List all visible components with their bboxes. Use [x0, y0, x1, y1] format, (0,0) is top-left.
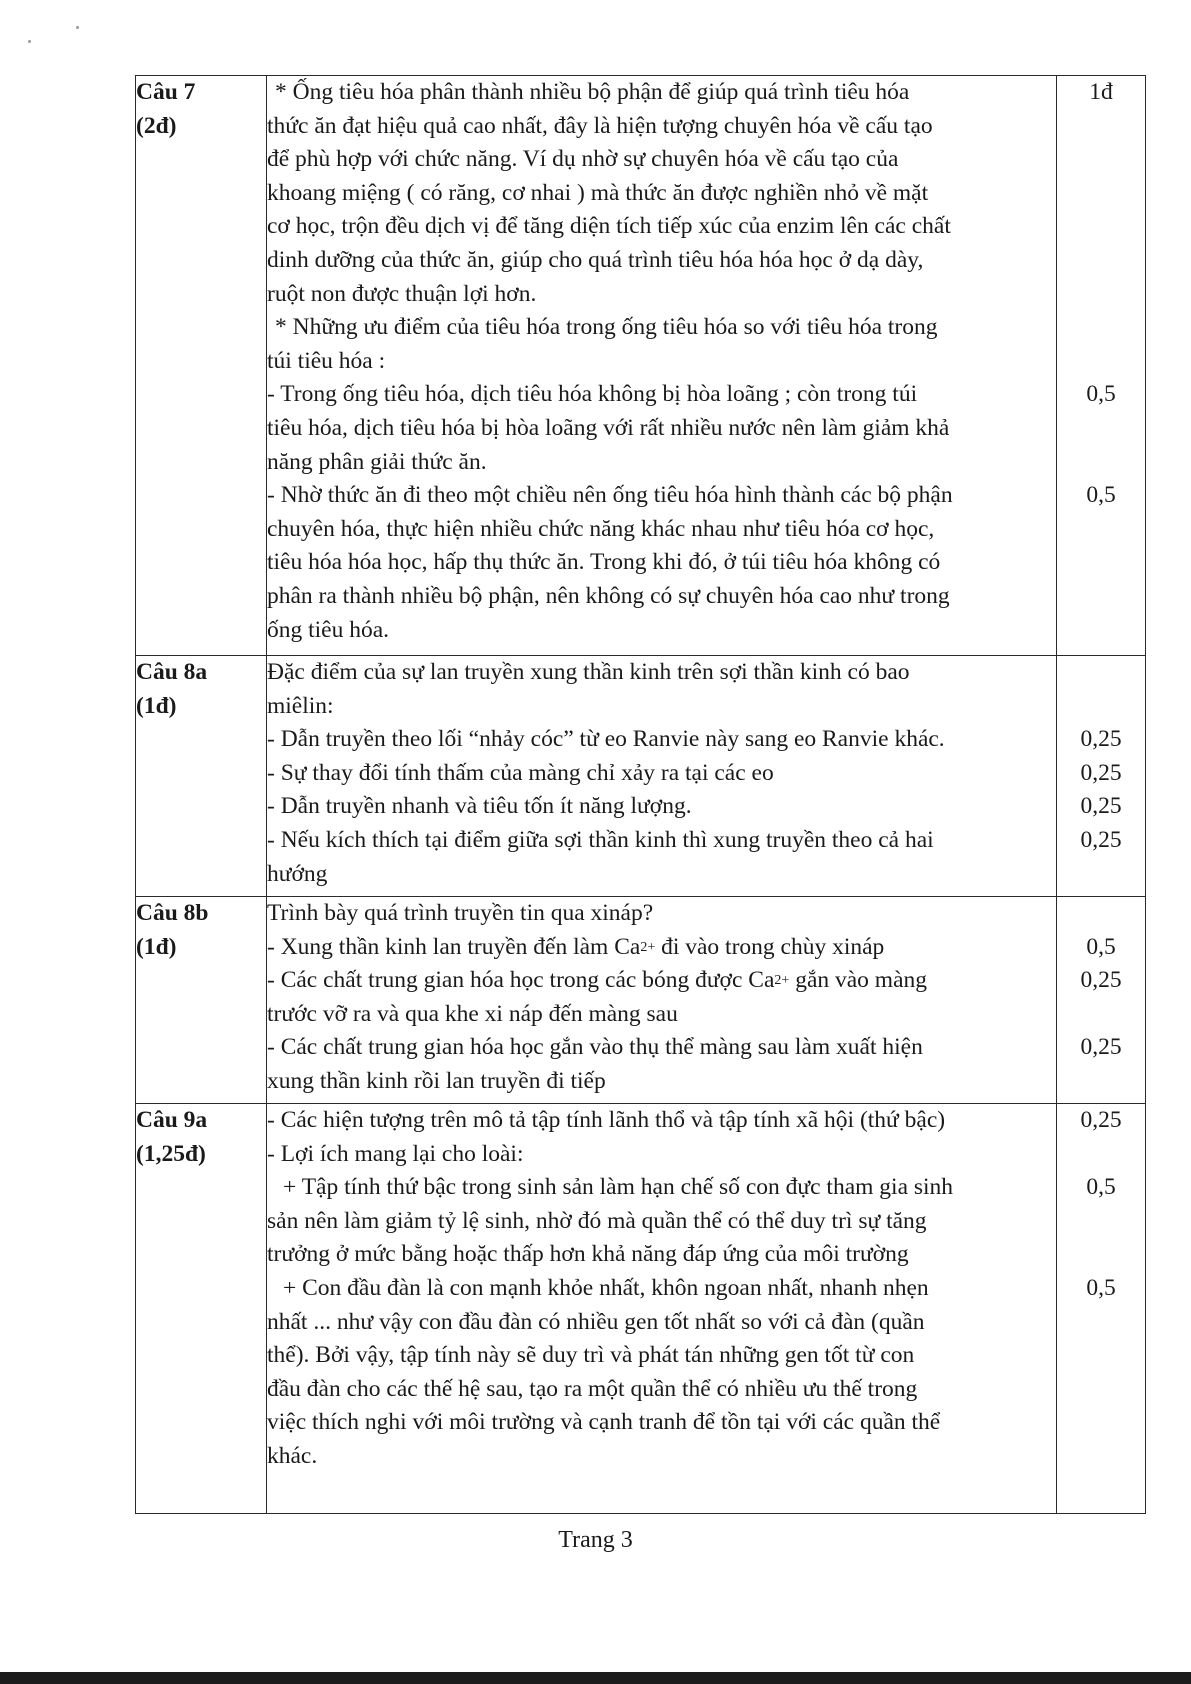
question-label: Câu 8b — [136, 900, 209, 926]
solution-line: xung thần kinh rồi lan truyền đi tiếp — [267, 1067, 606, 1094]
superscript-charge: 2+ — [640, 939, 656, 955]
page-number: Trang 3 — [558, 1527, 633, 1553]
solution-line: hướng — [267, 860, 328, 887]
solution-line: phân ra thành nhiều bộ phận, nên không có sự chuyên hóa cao như trong — [267, 582, 950, 609]
question-row-9a — [136, 1104, 1146, 1514]
question-label: Câu 8a — [136, 659, 208, 685]
solution-line: thức ăn đạt hiệu quả cao nhất, đây là hiện tượng chuyên hóa về cấu tạo — [267, 112, 933, 139]
solution-line: sản nên làm giảm tỷ lệ sinh, nhờ đó mà quần thể có thể duy trì sự tăng — [267, 1207, 927, 1234]
scan-dot — [76, 26, 79, 29]
point-value: 0,5 — [1086, 933, 1116, 960]
solution-line: * Những ưu điểm của tiêu hóa trong ống tiêu hóa so với tiêu hóa trong — [275, 314, 938, 341]
solution-line: túi tiêu hóa : — [267, 347, 386, 374]
scan-bottom-edge — [0, 1672, 1191, 1684]
solution-line: tiêu hóa, dịch tiêu hóa bị hòa loãng với rất nhiều nước nên làm giảm khả — [267, 414, 950, 441]
solution-line: ruột non được thuận lợi hơn. — [267, 280, 537, 307]
points-cell — [1057, 897, 1146, 1104]
question-label: Câu 9a — [136, 1107, 208, 1133]
solution-cell — [267, 656, 1057, 897]
point-value: 0,25 — [1080, 1107, 1122, 1133]
solution-cell — [267, 897, 1057, 1104]
question-row-8b — [136, 897, 1146, 1104]
point-value: 0,25 — [1080, 759, 1122, 786]
question-row-7 — [136, 76, 1146, 656]
solution-line: việc thích nghi với môi trường và cạnh tranh để tồn tại với các quần thể — [267, 1409, 941, 1436]
question-cell — [136, 1104, 267, 1514]
solution-line: khoang miệng ( có răng, cơ nhai ) mà thức ăn được nghiền nhỏ về mặt — [267, 179, 929, 206]
question-row-8a — [136, 656, 1146, 897]
question-score: (2đ) — [136, 112, 177, 139]
point-value: 0,5 — [1086, 381, 1116, 408]
points-cell — [1057, 656, 1146, 897]
solution-line: - Nhờ thức ăn đi theo một chiều nên ống tiêu hóa hình thành các bộ phận — [267, 482, 953, 509]
solution-line: - Nếu kích thích tại điểm giữa sợi thần kinh thì xung truyền theo cả hai — [267, 826, 934, 853]
question-score: (1,25đ) — [136, 1140, 206, 1167]
solution-line: ống tiêu hóa. — [267, 616, 390, 643]
solution-line: tiêu hóa hóa học, hấp thụ thức ăn. Trong khi đó, ở túi tiêu hóa không có — [267, 549, 941, 576]
solution-line: - Dẫn truyền theo lối “nhảy cóc” từ eo Ranvie này sang eo Ranvie khác. — [267, 726, 945, 753]
point-value: 0,5 — [1086, 482, 1116, 509]
point-value: 0,25 — [1080, 793, 1122, 820]
solution-line: * Ống tiêu hóa phân thành nhiều bộ phận để giúp quá trình tiêu hóa — [275, 79, 910, 105]
solution-cell — [267, 1104, 1057, 1514]
solution-line: + Tập tính thứ bậc trong sinh sản làm hạn chế số con đực tham gia sinh — [283, 1174, 954, 1201]
solution-line: Đặc điểm của sự lan truyền xung thần kinh trên sợi thần kinh có bao — [267, 659, 910, 685]
question-cell — [136, 656, 267, 897]
points-cell — [1057, 76, 1146, 656]
solution-line: - Các chất trung gian hóa học gắn vào thụ thể màng sau làm xuất hiện — [267, 1034, 923, 1061]
solution-line: năng phân giải thức ăn. — [267, 448, 487, 475]
answer-key-table — [135, 75, 1146, 1514]
point-value: 0,5 — [1086, 1174, 1116, 1201]
solution-line: - Các hiện tượng trên mô tả tập tính lãnh thổ và tập tính xã hội (thứ bậc) — [267, 1107, 946, 1133]
points-cell — [1057, 1104, 1146, 1514]
question-label: Câu 7 — [136, 79, 196, 105]
solution-line: trước vỡ ra và qua khe xi náp đến màng sau — [267, 1000, 678, 1027]
solution-line: - Các chất trung gian hóa học trong các bóng được $Ca^{2+}$ gắn vào màng — [267, 967, 928, 994]
solution-line: cơ học, trộn đều dịch vị để tăng diện tích tiếp xúc của enzim lên các chất — [267, 213, 951, 240]
solution-cell — [267, 76, 1057, 656]
solution-line: thể). Bởi vậy, tập tính này sẽ duy trì và phát tán những gen tốt từ con — [267, 1342, 915, 1369]
solution-line: Trình bày quá trình truyền tin qua xináp? — [267, 900, 654, 926]
superscript-charge: 2+ — [774, 973, 790, 989]
point-value: 0,25 — [1080, 967, 1122, 994]
solution-line: đầu đàn cho các thế hệ sau, tạo ra một quần thể có nhiều ưu thế trong — [267, 1375, 918, 1402]
solution-line: khác. — [267, 1442, 318, 1469]
question-score: (1đ) — [136, 933, 177, 960]
solution-line: để phù hợp với chức năng. Ví dụ nhờ sự chuyên hóa về cấu tạo của — [267, 146, 899, 173]
question-cell — [136, 76, 267, 656]
solution-line: dinh dưỡng của thức ăn, giúp cho quá trình tiêu hóa hóa học ở dạ dày, — [267, 246, 924, 273]
point-value: 0,25 — [1080, 826, 1122, 853]
solution-line: + Con đầu đàn là con mạnh khỏe nhất, khôn ngoan nhất, nhanh nhẹn — [283, 1274, 929, 1301]
solution-line: - Xung thần kinh lan truyền đến làm $Ca^{2+}$ đi vào trong chùy xináp — [267, 933, 885, 960]
point-value: 0,5 — [1086, 1274, 1116, 1301]
point-value: 1đ — [1089, 79, 1113, 105]
point-value: 0,25 — [1080, 1034, 1122, 1061]
solution-line: trưởng ở mức bằng hoặc thấp hơn khả năng đáp ứng của môi trường — [267, 1241, 909, 1268]
solution-line: - Trong ống tiêu hóa, dịch tiêu hóa không bị hòa loãng ; còn trong túi — [267, 381, 918, 408]
point-value: 0,25 — [1080, 726, 1122, 753]
scan-dot — [28, 40, 31, 43]
solution-line: - Lợi ích mang lại cho loài: — [267, 1140, 524, 1167]
solution-line: - Dẫn truyền nhanh và tiêu tốn ít năng lượng. — [267, 793, 692, 820]
solution-line: chuyên hóa, thực hiện nhiều chức năng khác nhau như tiêu hóa cơ học, — [267, 515, 935, 542]
solution-line: nhất ... như vậy con đầu đàn có nhiều gen tốt nhất so với cả đàn (quần — [267, 1308, 925, 1335]
solution-line: miêlin: — [267, 692, 334, 719]
question-cell — [136, 897, 267, 1104]
solution-line: - Sự thay đổi tính thấm của màng chỉ xảy ra tại các eo — [267, 759, 774, 786]
question-score: (1đ) — [136, 692, 177, 719]
